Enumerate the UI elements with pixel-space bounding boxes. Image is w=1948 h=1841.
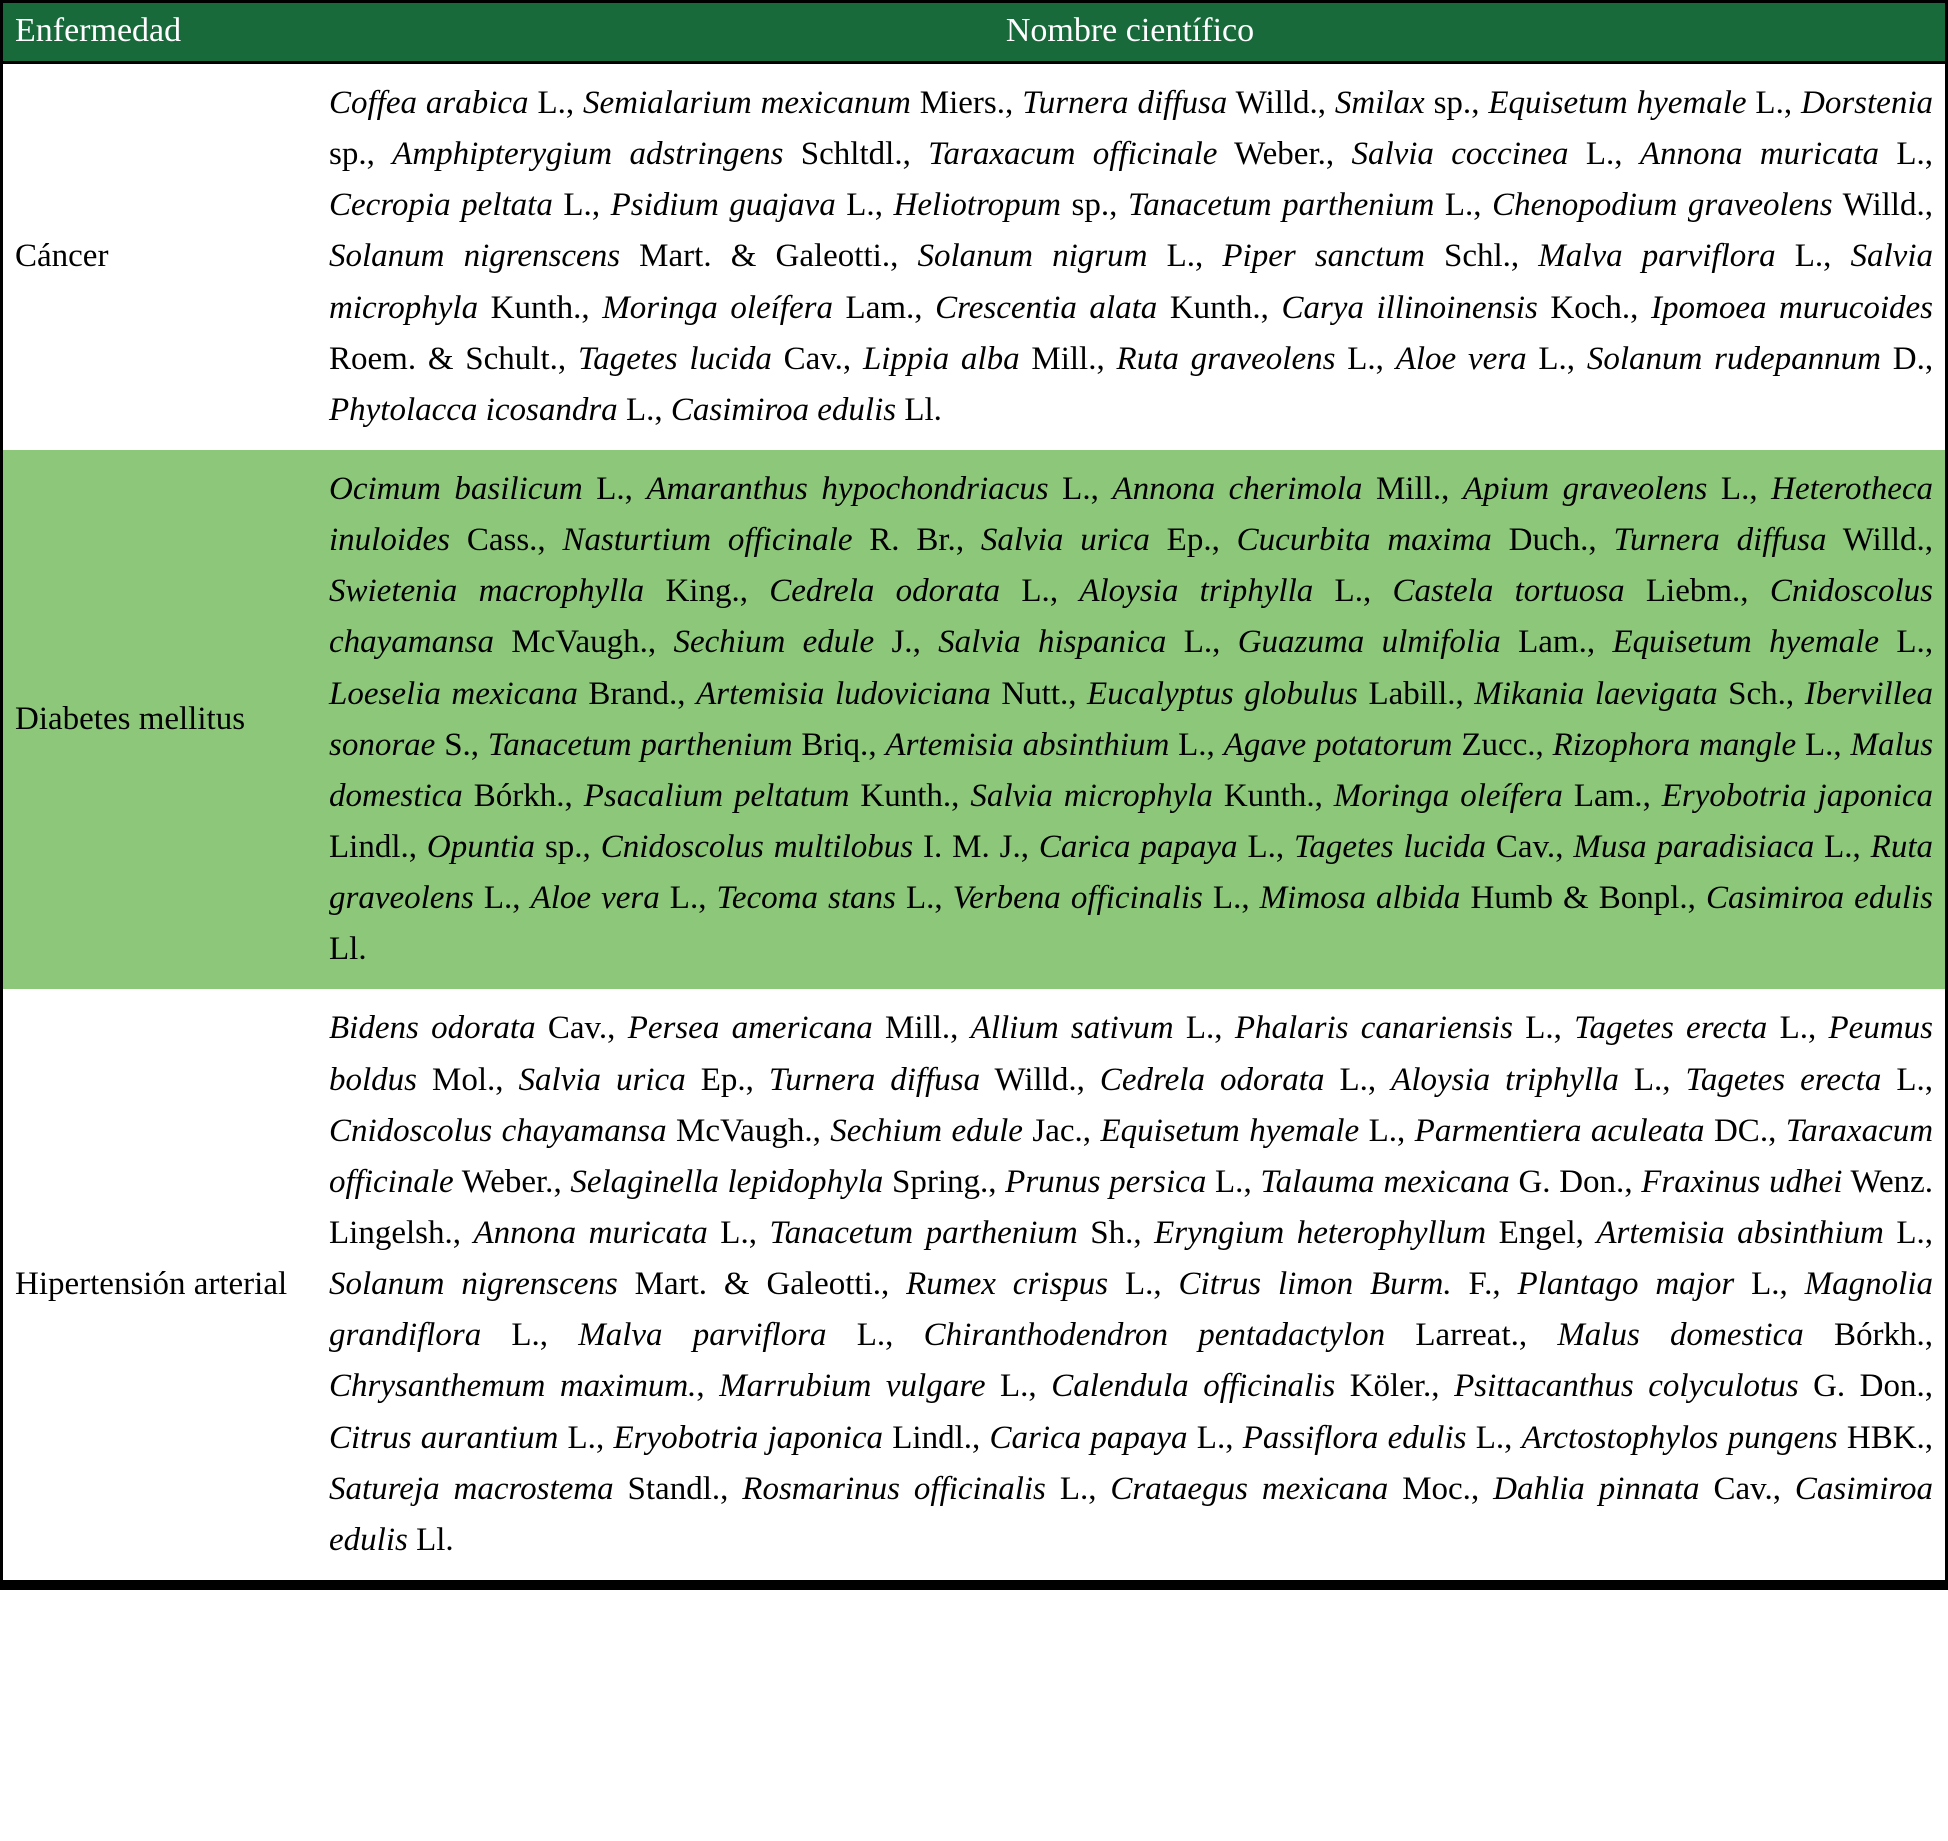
species-list-hipertension: Bidens odorata Cav., Persea americana Mill., Allium sativum L., Phalaris canariensis L., Tagetes erecta L., Peumus boldus Mol., Salvia urica Ep., Turnera diffusa Willd., Cedrela odorata L., Aloysia triphylla L., Tagetes erecta L., Cnidoscolus chayamansa McVaugh., Sechium edule Jac., Equisetum hyemale L., Parmentiera aculeata DC., Taraxacum officinale Weber., Selaginella lepidophyla Spring., Prunus persica L., Talauma mexicana G. Don., Fraxinus udhei Wenz. Lingelsh., Annona muricata L., Tanacetum parthenium Sh., Eryngium heterophyllum Engel, Artemisia absinthium L., Solanum nigrenscens Mart. & Galeotti., Rumex crispus L., Citrus limon Burm. F., Plantago major L., Magnolia grandiflora L., Malva parviflora L., Chiranthodendron pentadactylon Larreat., Malus domestica Bórkh., Chrysanthemum maximum., Marrubium vulgare L., Calendula officinalis Köler., Psittacanthus colyculotus G. Don., Citrus aurantium L., Eryobotria japonica Lindl., Carica papaya L., Passiflora edulis L., Arctostophylos pungens HBK., Satureja macrostema Standl., Rosmarinus officinalis L., Crataegus mexicana Moc., Dahlia pinnata Cav., Casimiroa edulis Ll.	[329, 1010, 1934, 1558]
header-enfermedad: Enfermedad	[15, 12, 182, 49]
table-row-diabetes	[3, 450, 1945, 989]
disease-label-diabetes: Diabetes mellitus	[15, 701, 246, 738]
header-nombre-cientifico: Nombre científico	[1005, 12, 1255, 49]
species-list-cancer: Coffea arabica L., Semialarium mexicanum Miers., Turnera diffusa Willd., Smilax sp., Equisetum hyemale L., Dorstenia sp., Amphipterygium adstringens Schltdl., Taraxacum officinale Weber., Salvia coccinea L., Annona muricata L., Cecropia peltata L., Psidium guajava L., Heliotropum sp., Tanacetum parthenium L., Chenopodium graveolens Willd., Solanum nigrenscens Mart. & Galeotti., Solanum nigrum L., Piper sanctum Schl., Malva parviflora L., Salvia microphyla Kunth., Moringa oleífera Lam., Crescentia alata Kunth., Carya illinoinensis Koch., Ipomoea murucoides Roem. & Schult., Tagetes lucida Cav., Lippia alba Mill., Ruta graveolens L., Aloe vera L., Solanum rudepannum D., Phytolacca icosandra L., Casimiroa edulis Ll.	[329, 85, 1934, 428]
disease-label-cancer: Cáncer	[15, 238, 109, 275]
species-list-diabetes: Ocimum basilicum L., Amaranthus hypochondriacus L., Annona cherimola Mill., Apium graveolens L., Heterotheca inuloides Cass., Nasturtium officinale R. Br., Salvia urica Ep., Cucurbita maxima Duch., Turnera diffusa Willd., Swietenia macrophylla King., Cedrela odorata L., Aloysia triphylla L., Castela tortuosa Liebm., Cnidoscolus chayamansa McVaugh., Sechium edule J., Salvia hispanica L., Guazuma ulmifolia Lam., Equisetum hyemale L., Loeselia mexicana Brand., Artemisia ludoviciana Nutt., Eucalyptus globulus Labill., Mikania laevigata Sch., Ibervillea sonorae S., Tanacetum parthenium Briq., Artemisia absinthium L., Agave potatorum Zucc., Rizophora mangle L., Malus domestica Bórkh., Psacalium peltatum Kunth., Salvia microphyla Kunth., Moringa oleífera Lam., Eryobotria japonica Lindl., Opuntia sp., Cnidoscolus multilobus I. M. J., Carica papaya L., Tagetes lucida Cav., Musa paradisiaca L., Ruta graveolens L., Aloe vera L., Tecoma stans L., Verbena officinalis L., Mimosa albida Humb & Bonpl., Casimiroa edulis Ll.	[329, 470, 1934, 968]
disease-label-hipertension: Hipertensión arterial	[15, 1266, 288, 1303]
table-header-row	[3, 3, 1945, 64]
table-row-cancer	[3, 64, 1945, 450]
table-row-hipertension	[3, 989, 1945, 1580]
